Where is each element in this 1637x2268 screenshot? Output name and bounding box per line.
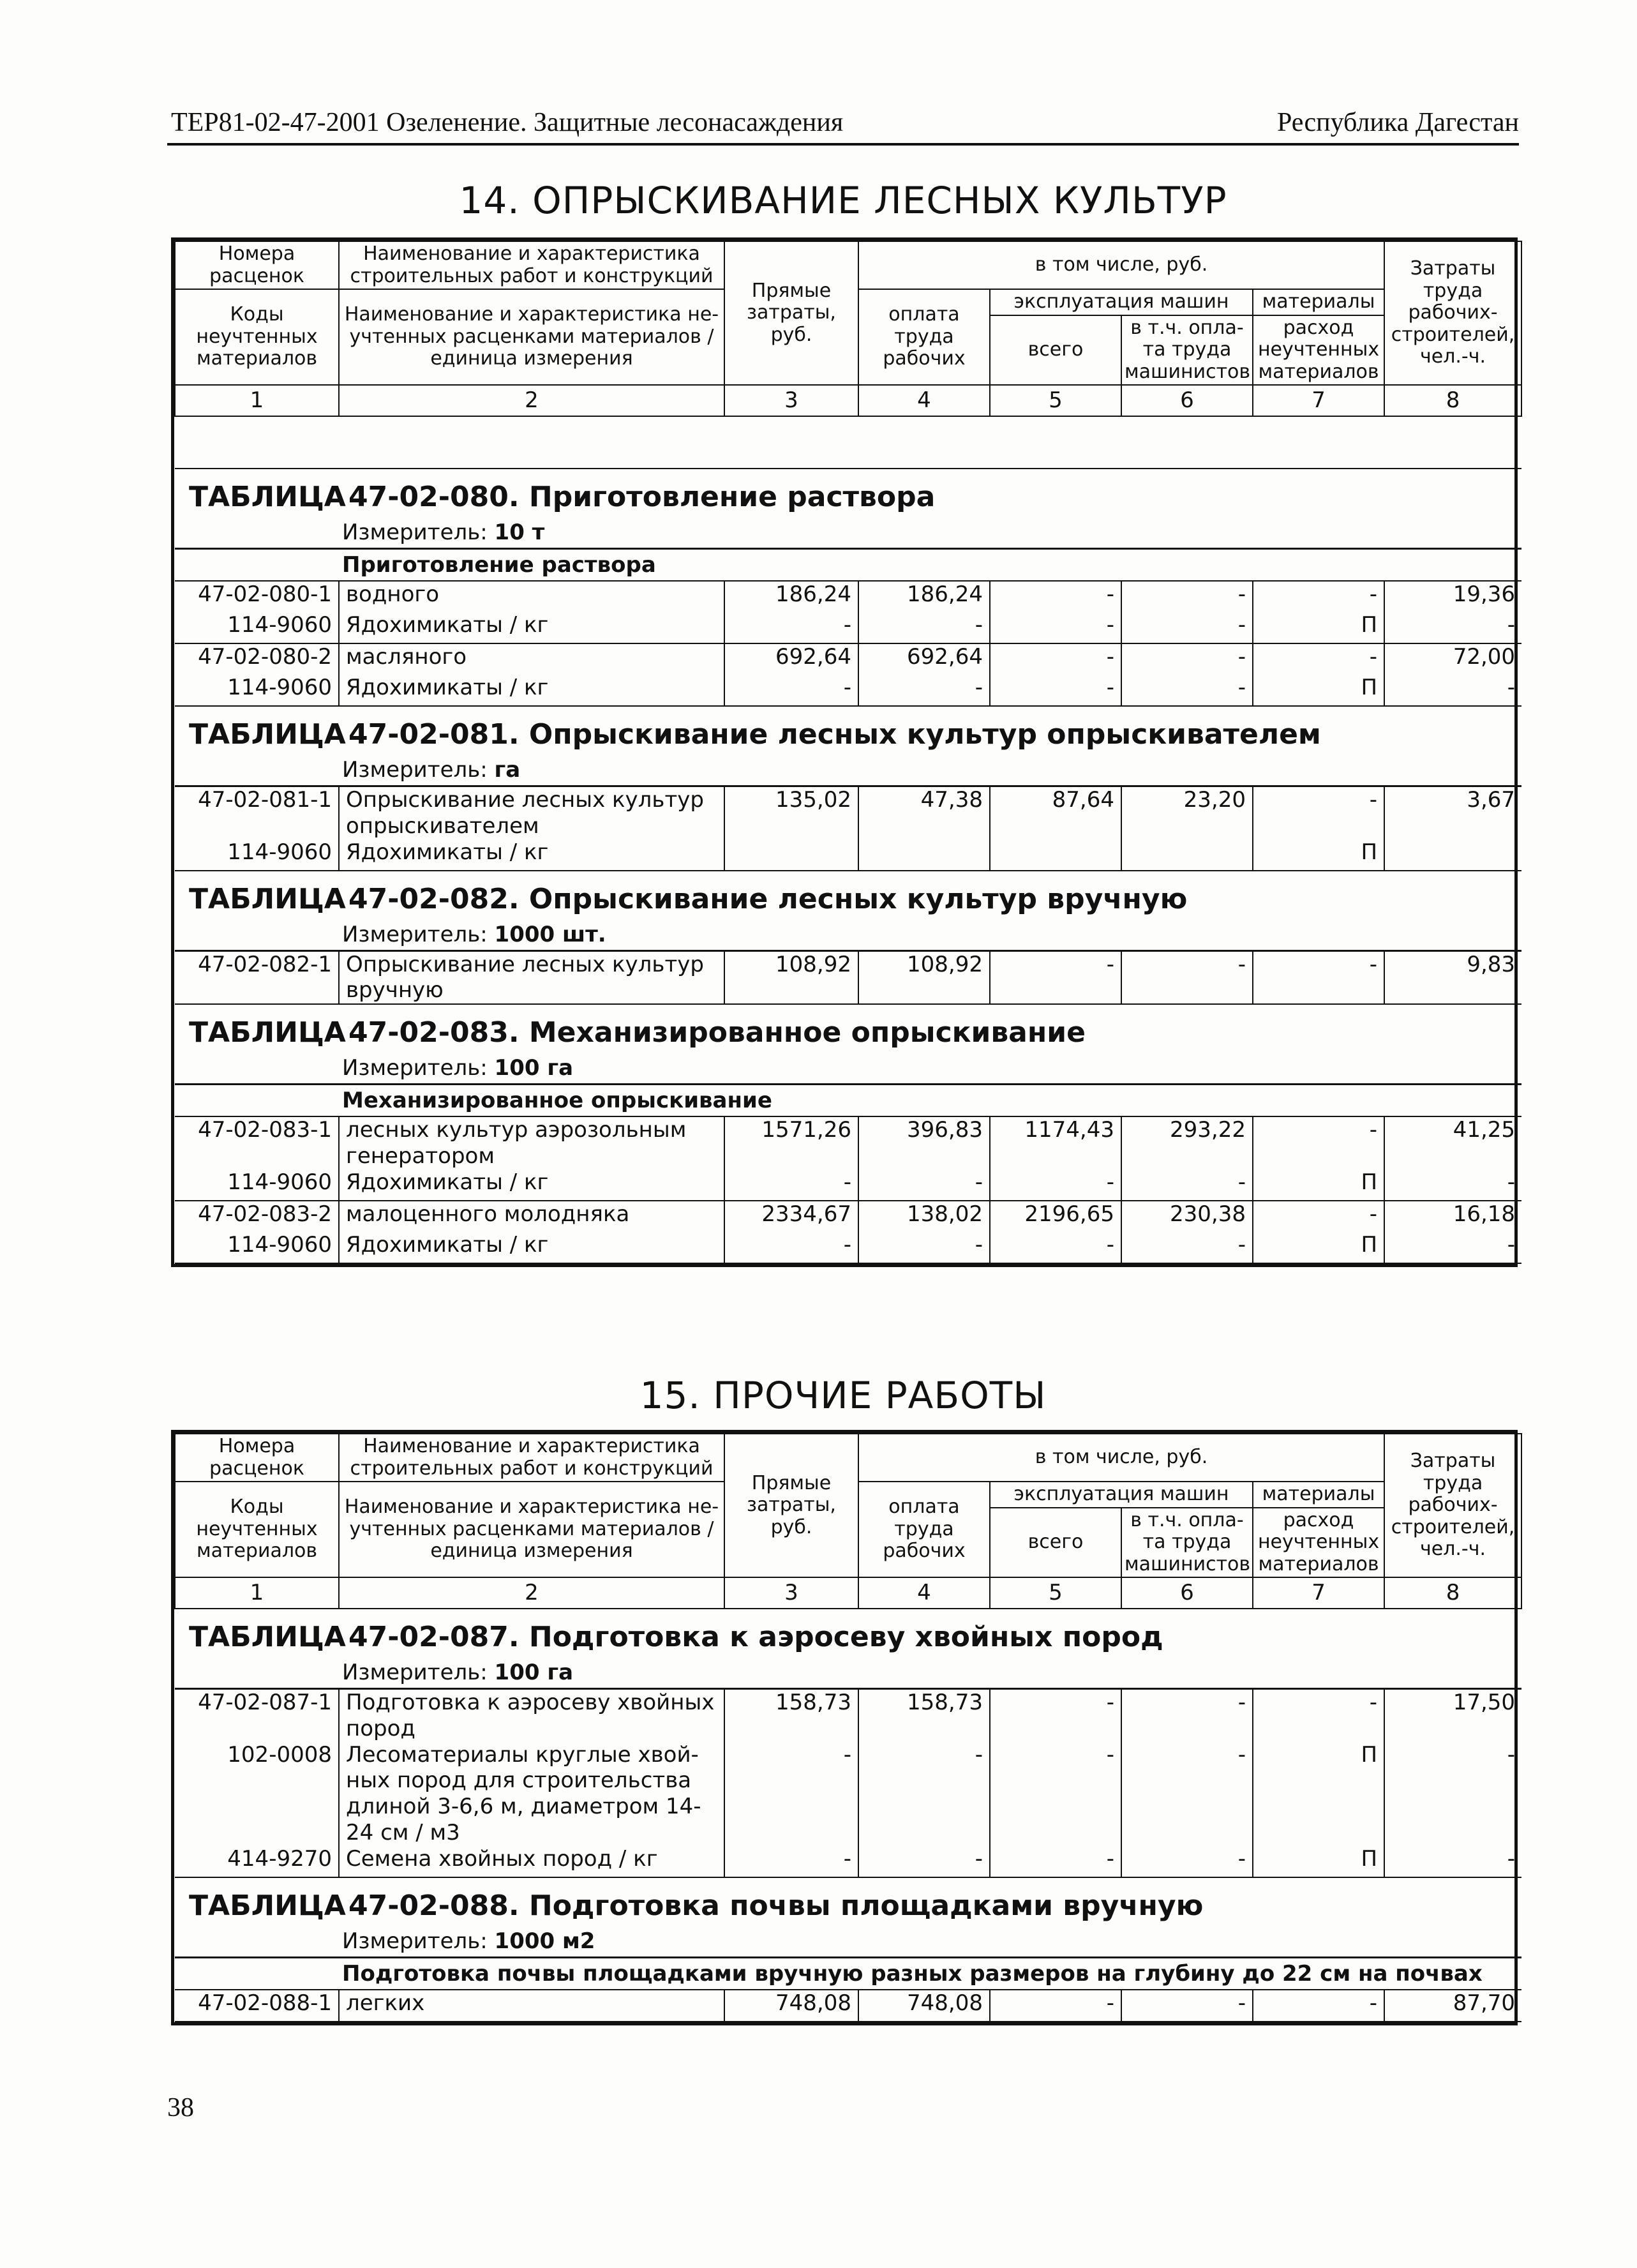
rate-value: 3,67 xyxy=(1467,787,1516,813)
col-machines-total: всего xyxy=(990,1508,1121,1578)
rate-value: П xyxy=(1253,675,1384,706)
col-materials: материалы xyxy=(1253,289,1384,315)
col-work-name: Наименование и характеристика строительных работ и конструкций xyxy=(339,1434,724,1482)
col-number: 8 xyxy=(1384,385,1521,416)
col-number: 4 xyxy=(858,385,990,416)
col-labor: Затраты труда рабочих-строителей, чел.-ч. xyxy=(1384,1434,1521,1577)
rate-description: Опрыскивание лесных культур вручную xyxy=(339,950,724,1004)
table-row xyxy=(175,1846,1521,1877)
rate-code: 102-0008 xyxy=(175,1742,339,1846)
col-material-name: Наименование и характеристика не-учтенных расценками материалов / единица измерения xyxy=(339,289,724,385)
table-measure: Измеритель: 100 га xyxy=(175,1051,1521,1085)
rate-value: - xyxy=(990,1169,1121,1201)
rate-value: 2196,65 xyxy=(990,1201,1121,1232)
rate-value: - xyxy=(990,1689,1121,1742)
table-measure: Измеритель: га xyxy=(175,753,1521,786)
rate-value xyxy=(724,839,858,871)
rate-value: - xyxy=(1384,1232,1521,1263)
rate-code: 47-02-080-1 xyxy=(175,581,339,612)
rate-description: Опрыскивание лесных культур опрыскивателем xyxy=(339,786,724,839)
rate-value: П xyxy=(1253,612,1384,643)
col-machinist-wages: в т.ч. опла-та труда машинистов xyxy=(1121,315,1253,386)
rate-description: Ядохимикаты / кг xyxy=(339,1169,724,1201)
col-number: 6 xyxy=(1121,385,1253,416)
rate-value: - xyxy=(990,1742,1121,1846)
rate-code: 47-02-083-1 xyxy=(175,1116,339,1169)
col-material-name: Наименование и характеристика не-учтенных расценками материалов / единица измерения xyxy=(339,1482,724,1577)
rate-value: - xyxy=(858,675,990,706)
table-group-heading: Приготовление раствора xyxy=(175,549,1521,582)
rate-value: - xyxy=(1253,1990,1384,2022)
table-row xyxy=(175,1169,1521,1201)
rate-value: 230,38 xyxy=(1121,1201,1253,1232)
rate-value: - xyxy=(1253,786,1384,839)
table-group-heading: Механизированное опрыскивание xyxy=(175,1085,1521,1117)
col-machines: эксплуатация машин xyxy=(990,1482,1253,1508)
rate-value: 748,08 xyxy=(724,1990,858,2022)
col-material-codes: Коды неучтенных материалов xyxy=(175,1482,339,1577)
price-table-section-14 xyxy=(171,237,1518,1267)
col-number: 1 xyxy=(175,1577,339,1609)
rate-description: масляного xyxy=(339,643,724,675)
table-measure: Измеритель: 100 га xyxy=(175,1656,1521,1689)
col-work-name: Наименование и характеристика строительных работ и конструкций xyxy=(339,241,724,289)
rate-code: 47-02-083-2 xyxy=(175,1201,339,1232)
rate-description: Ядохимикаты / кг xyxy=(339,612,724,643)
table-row xyxy=(175,643,1521,675)
rate-value: - xyxy=(1253,1201,1384,1232)
rate-value: - xyxy=(1253,1689,1384,1742)
rate-value: - xyxy=(724,1742,858,1846)
col-number: 3 xyxy=(724,1577,858,1609)
rate-value: 1174,43 xyxy=(990,1116,1121,1169)
rate-value: - xyxy=(1121,581,1253,612)
table-title: ТАБЛИЦА47-02-083. Механизированное опрыскивание xyxy=(189,1016,1086,1049)
rate-description: малоценного молодняка xyxy=(339,1201,724,1232)
table-measure: Измеритель: 1000 м2 xyxy=(175,1925,1521,1958)
rate-value: 41,25 xyxy=(1453,1117,1516,1143)
page-header xyxy=(167,107,1519,146)
col-wages: оплата труда рабочих xyxy=(858,1482,990,1577)
rate-description: Ядохимикаты / кг xyxy=(339,675,724,706)
table-measure: Измеритель: 10 т xyxy=(175,516,1521,549)
rate-value: - xyxy=(1384,612,1521,643)
col-number: 8 xyxy=(1384,1577,1521,1609)
rate-description: легких xyxy=(339,1990,724,2022)
rate-value: - xyxy=(1121,1990,1253,2022)
col-number: 7 xyxy=(1253,1577,1384,1609)
col-materials: материалы xyxy=(1253,1482,1384,1508)
rate-value: - xyxy=(724,1232,858,1263)
col-number: 1 xyxy=(175,385,339,416)
rate-value: 87,70 xyxy=(1384,1990,1521,2022)
rate-value: 186,24 xyxy=(858,581,990,612)
col-material-usage: расход неучтенных материалов xyxy=(1253,315,1384,386)
col-number: 2 xyxy=(339,385,724,416)
rate-value: - xyxy=(1121,1742,1253,1846)
table-row xyxy=(175,1232,1521,1263)
rate-value: П xyxy=(1253,1846,1384,1877)
table-row xyxy=(175,1201,1521,1232)
rate-code: 114-9060 xyxy=(175,1169,339,1201)
table-row xyxy=(175,1742,1521,1846)
rate-value: - xyxy=(990,612,1121,643)
col-including: в том числе, руб. xyxy=(858,1434,1384,1482)
rate-value: - xyxy=(990,581,1121,612)
rate-value: - xyxy=(1121,612,1253,643)
section-15-title: 15. ПРОЧИЕ РАБОТЫ xyxy=(639,1374,1047,1417)
rate-code: 47-02-088-1 xyxy=(175,1990,339,2022)
col-wages: оплата труда рабочих xyxy=(858,289,990,385)
rate-description: водного xyxy=(339,581,724,612)
rate-description: Ядохимикаты / кг xyxy=(339,1232,724,1263)
rate-value xyxy=(858,839,990,871)
table-row xyxy=(175,1116,1521,1169)
rate-value: 748,08 xyxy=(858,1990,990,2022)
table-title: ТАБЛИЦА47-02-082. Опрыскивание лесных культур вручную xyxy=(189,882,1188,915)
table-row xyxy=(175,612,1521,643)
rate-description: Ядохимикаты / кг xyxy=(339,839,724,871)
table-group-heading: Подготовка почвы площадками вручную разных размеров на глубину до 22 см на почвах xyxy=(175,1957,1521,1990)
rate-value: 692,64 xyxy=(724,643,858,675)
rate-value: - xyxy=(1253,950,1384,1004)
rate-value: 1571,26 xyxy=(724,1116,858,1169)
rate-value: - xyxy=(1253,643,1384,675)
table-title: ТАБЛИЦА47-02-081. Опрыскивание лесных культур опрыскивателем xyxy=(189,718,1321,751)
rate-value xyxy=(1384,839,1521,871)
rate-value: - xyxy=(990,950,1121,1004)
col-number: 5 xyxy=(990,385,1121,416)
table-row xyxy=(175,839,1521,871)
col-number: 4 xyxy=(858,1577,990,1609)
rate-value: - xyxy=(990,675,1121,706)
rate-value: 158,73 xyxy=(858,1689,990,1742)
rate-description: Семена хвойных пород / кг xyxy=(339,1846,724,1877)
rate-value: - xyxy=(1121,1846,1253,1877)
table-measure: Измеритель: 1000 шт. xyxy=(175,918,1521,951)
col-number: 6 xyxy=(1121,1577,1253,1609)
rate-value: 158,73 xyxy=(724,1689,858,1742)
region-name: Республика Дагестан xyxy=(1276,108,1519,137)
table-row xyxy=(175,786,1521,839)
rate-description: лесных культур аэрозольным генератором xyxy=(339,1116,724,1169)
rate-value: 108,92 xyxy=(858,950,990,1004)
rate-value: 692,64 xyxy=(858,643,990,675)
rate-value: П xyxy=(1253,839,1384,871)
col-machinist-wages: в т.ч. опла-та труда машинистов xyxy=(1121,1508,1253,1578)
rate-value: 293,22 xyxy=(1121,1116,1253,1169)
rate-value: 9,83 xyxy=(1384,950,1521,1004)
rate-value: - xyxy=(1253,581,1384,612)
rate-description: Лесоматериалы круглые хвой-ных пород для строительства длиной 3-6,6 м, диаметром 14-24 см / м3 xyxy=(339,1742,724,1846)
rate-value: 186,24 xyxy=(724,581,858,612)
rate-value: - xyxy=(858,1742,990,1846)
col-labor: Затраты труда рабочих-строителей, чел.-ч. xyxy=(1384,241,1521,385)
rate-value: - xyxy=(724,612,858,643)
col-number: 3 xyxy=(724,385,858,416)
table-row xyxy=(175,1689,1521,1742)
col-material-codes: Коды неучтенных материалов xyxy=(175,289,339,385)
rate-value: 135,02 xyxy=(724,786,858,839)
rate-value: - xyxy=(1121,643,1253,675)
rate-value: - xyxy=(858,1169,990,1201)
col-number: 2 xyxy=(339,1577,724,1609)
rate-code: 47-02-081-1 xyxy=(175,786,339,839)
rate-value: - xyxy=(1121,675,1253,706)
rate-value: - xyxy=(858,612,990,643)
col-direct-costs: Прямые затраты, руб. xyxy=(724,241,858,385)
document-title: ТЕР81-02-47-2001 Озеленение. Защитные лесонасаждения xyxy=(171,108,844,137)
rate-description: Подготовка к аэросеву хвойных пород xyxy=(339,1689,724,1742)
rate-code: 414-9270 xyxy=(175,1846,339,1877)
rate-value: - xyxy=(724,1846,858,1877)
table-title: ТАБЛИЦА47-02-087. Подготовка к аэросеву хвойных пород xyxy=(189,1621,1163,1654)
section-14-title: 14. ОПРЫСКИВАНИЕ ЛЕСНЫХ КУЛЬТУР xyxy=(459,179,1227,222)
col-rate-numbers: Номера расценок xyxy=(175,241,339,289)
rate-value: - xyxy=(990,1990,1121,2022)
rate-value xyxy=(990,839,1121,871)
rate-value: 396,83 xyxy=(858,1116,990,1169)
rate-value: 47,38 xyxy=(858,786,990,839)
col-machines: эксплуатация машин xyxy=(990,289,1253,315)
rate-value: 72,00 xyxy=(1453,644,1516,670)
rate-value: 2334,67 xyxy=(724,1201,858,1232)
rate-value: - xyxy=(858,1846,990,1877)
table-row xyxy=(175,675,1521,706)
rate-value: П xyxy=(1253,1232,1384,1263)
rate-value: 16,18 xyxy=(1453,1201,1516,1227)
rate-value: - xyxy=(1384,1846,1521,1877)
rate-value: 17,50 xyxy=(1453,1690,1516,1716)
rate-code: 47-02-082-1 xyxy=(175,950,339,1004)
rate-code: 47-02-080-2 xyxy=(175,643,339,675)
rate-value xyxy=(1121,839,1253,871)
table-title: ТАБЛИЦА47-02-088. Подготовка почвы площадками вручную xyxy=(189,1889,1204,1922)
rate-value: - xyxy=(724,675,858,706)
rate-value: - xyxy=(1121,950,1253,1004)
rate-value: 138,02 xyxy=(858,1201,990,1232)
table-title: ТАБЛИЦА47-02-080. Приготовление раствора xyxy=(189,481,936,514)
page-number: 38 xyxy=(167,2093,194,2122)
rate-value: 23,20 xyxy=(1121,786,1253,839)
rate-value: - xyxy=(1121,1232,1253,1263)
table-row xyxy=(175,950,1521,1004)
col-machines-total: всего xyxy=(990,315,1121,386)
table-row xyxy=(175,1990,1521,2022)
col-direct-costs: Прямые затраты, руб. xyxy=(724,1434,858,1577)
col-number: 5 xyxy=(990,1577,1121,1609)
col-rate-numbers: Номера расценок xyxy=(175,1434,339,1482)
rate-value: 108,92 xyxy=(724,950,858,1004)
rate-value: - xyxy=(1384,1169,1521,1201)
rate-value: - xyxy=(990,1846,1121,1877)
rate-value: - xyxy=(1253,1116,1384,1169)
col-number: 7 xyxy=(1253,385,1384,416)
rate-value: - xyxy=(1121,1169,1253,1201)
rate-value: - xyxy=(990,1232,1121,1263)
rate-code: 114-9060 xyxy=(175,1232,339,1263)
rate-value: 87,64 xyxy=(990,786,1121,839)
rate-value: П xyxy=(1253,1169,1384,1201)
rate-value: - xyxy=(1384,675,1521,706)
rate-value: - xyxy=(990,643,1121,675)
price-table-section-15 xyxy=(171,1430,1518,2025)
rate-value: - xyxy=(1121,1689,1253,1742)
rate-value: 19,36 xyxy=(1453,582,1516,608)
col-including: в том числе, руб. xyxy=(858,241,1384,289)
rate-value: - xyxy=(1507,1741,1516,1768)
rate-value: - xyxy=(858,1232,990,1263)
table-row xyxy=(175,581,1521,612)
rate-code: 114-9060 xyxy=(175,675,339,706)
col-material-usage: расход неучтенных материалов xyxy=(1253,1508,1384,1578)
rate-value: П xyxy=(1253,1742,1384,1846)
rate-value: - xyxy=(724,1169,858,1201)
rate-code: 47-02-087-1 xyxy=(175,1689,339,1742)
rate-code: 114-9060 xyxy=(175,612,339,643)
rate-code: 114-9060 xyxy=(175,839,339,871)
